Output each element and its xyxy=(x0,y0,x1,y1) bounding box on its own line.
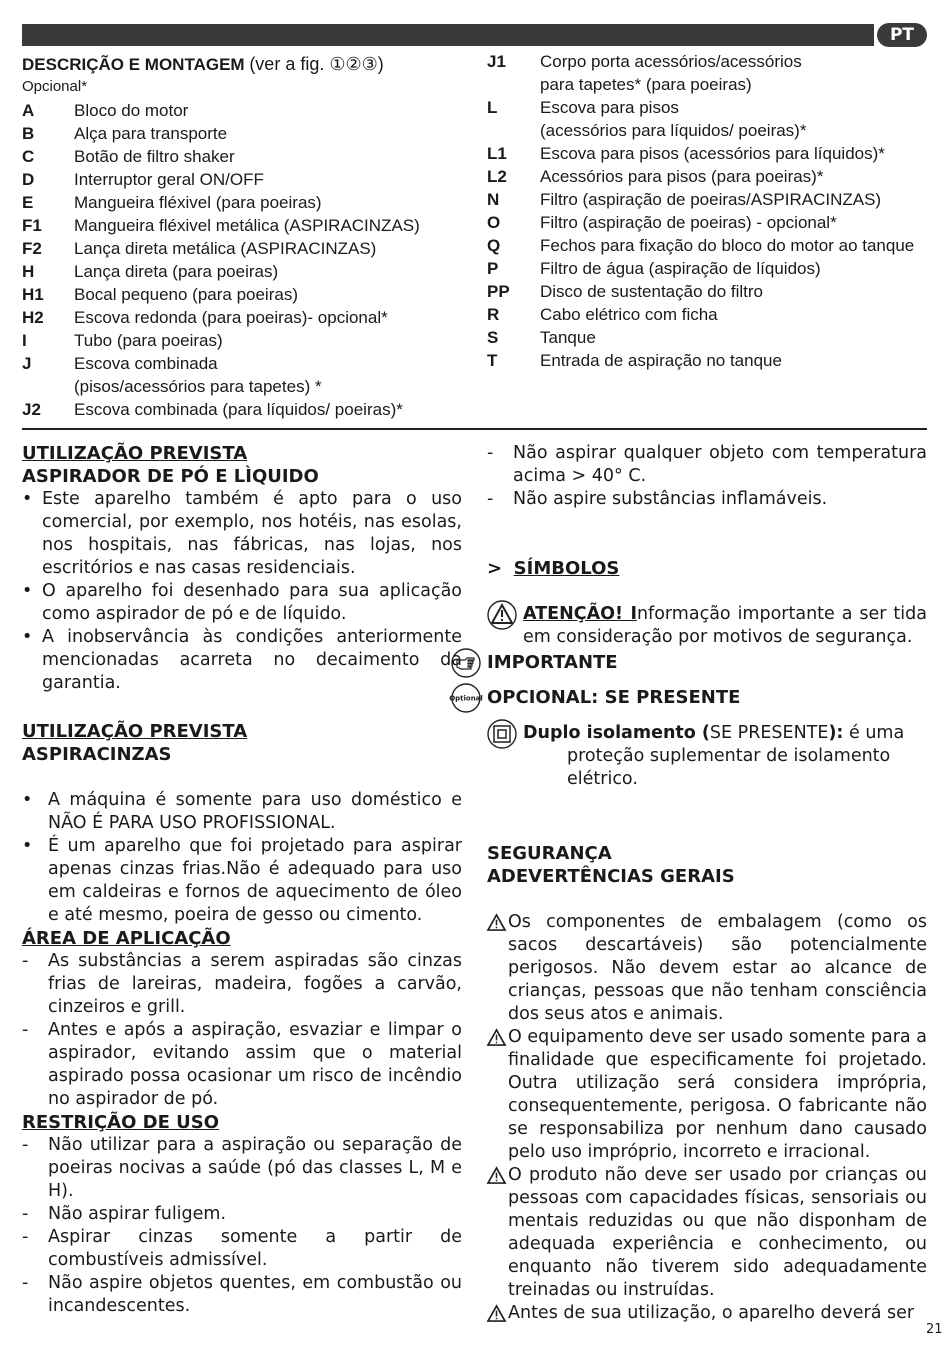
part-description: Entrada de aspiração no tanque xyxy=(540,351,782,370)
part-description: (acessórios para líquidos/ poeiras)* xyxy=(540,121,807,140)
part-code: L2 xyxy=(487,167,507,186)
part-description: Escova para pisos xyxy=(540,98,679,117)
part-code: C xyxy=(22,147,35,166)
list-item: - Não utilizar para a aspiração ou separação de poeiras nocivas a saúde (pó das classes L, M e H). xyxy=(22,1135,462,1201)
section-use-restriction xyxy=(22,1111,462,1318)
heading-intended-use-2: UTILIZAÇÃO PREVISTA xyxy=(22,721,248,742)
part-description: Escova combinada xyxy=(74,354,218,373)
part-code: A xyxy=(22,101,35,120)
part-code: F2 xyxy=(22,239,42,258)
part-description: Lança direta metálica (ASPIRACINZAS) xyxy=(74,239,377,258)
part-description: Escova para pisos (acessórios para líquidos)* xyxy=(540,144,885,163)
symbol-attention xyxy=(487,603,927,649)
parts-title xyxy=(22,54,384,75)
warning-item: O equipamento deve ser usado somente para a finalidade que especificamente foi projetado. Outra utilização será considera imprópria, consequentemente, perigosa. O fabricante não se responsabiliza por nenhum dano causado pelo uso impróprio, incorreto e irracional. xyxy=(487,1026,927,1164)
part-description: Lança direta (para poeiras) xyxy=(74,262,279,281)
part-code: H2 xyxy=(22,308,44,327)
restriction-continued xyxy=(487,442,927,511)
list-item: - Não aspirar fuligem. xyxy=(22,1204,227,1224)
attention-text: nformação importante a ser tida em consideração por motivos de segurança. xyxy=(523,604,927,647)
part-description: Bloco do motor xyxy=(74,101,189,120)
part-description: Fechos para fixação do bloco do motor ao tanque xyxy=(540,236,915,255)
attention-label: ATENÇÃO! I xyxy=(523,604,637,624)
parts-title-text: DESCRIÇÃO E MONTAGEM xyxy=(22,55,245,74)
part-code: S xyxy=(487,328,499,347)
list-item: - Não aspire objetos quentes, em combustão ou incandescentes. xyxy=(22,1273,462,1316)
section-intended-use-ash xyxy=(22,720,462,766)
part-description: Cabo elétrico com ficha xyxy=(540,305,718,324)
part-description: Disco de sustentação do filtro xyxy=(540,282,764,301)
part-description: Alça para transporte xyxy=(74,124,228,143)
optional-icon xyxy=(451,683,481,713)
part-description: Acessórios para pisos (para poeiras)* xyxy=(540,167,824,186)
warning-icon xyxy=(487,1305,506,1322)
heading-general-warnings: ADEVERTÊNCIAS GERAIS xyxy=(487,866,735,887)
page-number: 21 xyxy=(926,1322,943,1337)
part-description: Tubo (para poeiras) xyxy=(74,331,223,350)
symbols-heading xyxy=(487,557,927,581)
optional-icon-text: Optional xyxy=(449,694,483,703)
part-description: Bocal pequeno (para poeiras) xyxy=(74,285,298,304)
part-code: T xyxy=(487,351,498,370)
part-code: H1 xyxy=(22,285,44,304)
part-code: J2 xyxy=(22,400,41,419)
part-code: E xyxy=(22,193,34,212)
heading-ash-vacuum: ASPIRACINZAS xyxy=(22,744,172,765)
part-description: para tapetes* (para poeiras) xyxy=(540,75,752,94)
list-item: - Não aspirar qualquer objeto com temperatura acima > 40° C. xyxy=(487,443,927,486)
part-code: L1 xyxy=(487,144,507,163)
part-description: (pisos/acessórios para tapetes) * xyxy=(74,377,322,396)
list-item: • É um aparelho que foi projetado para aspirar apenas cinzas frias.Não é adequado para uso em caldeiras e fornos de aquecimento de óleo e até mesmo, poeira de gesso ou cimento. xyxy=(22,836,462,925)
ash-items xyxy=(22,789,462,927)
warning-item: Os componentes de embalagem (como os sacos descartáveis) são potencialmente perigosos. Não devem estar ao alcance de crianças, pessoas que não tenham consciência dos seus atos e animais. xyxy=(487,911,927,1026)
list-item: - As substâncias a serem aspiradas são cinzas frias de lareiras, madeira, fogões a carvão, cinzeiros e grill. xyxy=(22,951,462,1017)
heading-application-area: ÁREA DE APLICAÇÃO xyxy=(22,928,231,949)
part-code: F1 xyxy=(22,216,42,235)
part-description: Interruptor geral ON/OFF xyxy=(74,170,264,189)
part-description: Filtro (aspiração de poeiras/ASPIRACINZAS) xyxy=(540,190,882,209)
double-insulation-condition: SE PRESENTE xyxy=(709,723,829,743)
part-code: PP xyxy=(487,282,510,301)
warning-item: Antes de sua utilização, o aparelho deverá ser xyxy=(487,1302,927,1325)
list-item: • A máquina é somente para uso doméstico e NÃO É PARA USO PROFISSIONAL. xyxy=(22,790,462,833)
heading-vacuum-dust-liquid: ASPIRADOR DE PÓ E LÌQUIDO xyxy=(22,466,319,487)
part-description: Filtro de água (aspiração de líquidos) xyxy=(540,259,821,278)
heading-intended-use-1: UTILIZAÇÃO PREVISTA xyxy=(22,443,248,464)
header-bar xyxy=(22,24,874,46)
warning-icon xyxy=(487,600,517,630)
section-intended-use-vacuum xyxy=(22,442,462,695)
important-label: IMPORTANTE xyxy=(487,652,618,673)
part-code: O xyxy=(487,213,501,232)
part-code: J xyxy=(22,354,32,373)
section-safety xyxy=(487,842,927,888)
part-code: R xyxy=(487,305,500,324)
list-item: - Antes e após a aspiração, esvaziar e limpar o aspirador, evitando assim que o material aspirado possa ocasionar um risco de incêndio no aspirador de pó. xyxy=(22,1020,462,1109)
double-insulation-label: Duplo isolamento ( xyxy=(523,723,710,743)
fig-reference: (ver a fig. ①②③) xyxy=(249,54,384,74)
list-item: - Não aspire substâncias inflamáveis. xyxy=(487,489,828,509)
heading-symbols: SÍMBOLOS xyxy=(513,558,620,579)
warning-icon xyxy=(487,1167,506,1184)
symbol-double-insulation xyxy=(487,722,927,791)
section-divider xyxy=(22,428,927,430)
language-badge: PT xyxy=(877,23,927,47)
list-item: • A inobservância às condições anteriormente mencionadas acarreta no decaimento da garantia. xyxy=(22,627,462,693)
warning-item: O produto não deve ser usado por crianças ou pessoas com capacidades físicas, sensoriais ou mentais reduzidas ou que não disponham de adequada experiência e conhecimento, ou enquanto não tiverem sido adequadamente treinadas ou instruídas. xyxy=(487,1164,927,1302)
part-description: Tanque xyxy=(540,328,596,347)
section-application-area xyxy=(22,927,462,1111)
part-code: I xyxy=(22,331,27,350)
heading-use-restriction: RESTRIÇÃO DE USO xyxy=(22,1112,220,1133)
double-insulation-text: é uma proteção suplementar de isolamento elétrico. xyxy=(567,723,905,789)
part-code: L xyxy=(487,98,498,117)
part-description: Mangueira fléxivel (para poeiras) xyxy=(74,193,322,212)
symbol-important xyxy=(451,651,927,675)
list-item: - Aspirar cinzas somente a partir de combustíveis admissível. xyxy=(22,1227,462,1270)
part-code: P xyxy=(487,259,499,278)
part-description: Escova redonda (para poeiras)- opcional* xyxy=(74,308,388,327)
warning-icon xyxy=(487,914,506,931)
symbols-arrow: > xyxy=(487,558,503,579)
part-code: Q xyxy=(487,236,501,255)
part-description: Filtro (aspiração de poeiras) - opcional* xyxy=(540,213,837,232)
symbol-optional xyxy=(451,686,927,710)
optional-label: OPCIONAL: SE PRESENTE xyxy=(487,687,741,708)
part-description: Escova combinada (para líquidos/ poeiras)* xyxy=(74,400,403,419)
pointing-hand-icon xyxy=(451,648,481,678)
part-description: Mangueira fléxivel metálica (ASPIRACINZAS) xyxy=(74,216,420,235)
part-code: B xyxy=(22,124,35,143)
optional-note: Opcional* xyxy=(22,78,88,95)
part-code: D xyxy=(22,170,35,189)
part-code: N xyxy=(487,190,500,209)
double-insulation-icon xyxy=(487,719,517,749)
heading-safety: SEGURANÇA xyxy=(487,843,612,864)
warnings-list xyxy=(487,911,927,1325)
double-insulation-colon: ): xyxy=(828,723,844,743)
part-description: Botão de filtro shaker xyxy=(74,147,235,166)
list-item: • O aparelho foi desenhado para sua aplicação como aspirador de pó e de líquido. xyxy=(22,581,462,624)
part-description: Corpo porta acessórios/acessórios xyxy=(540,52,802,71)
part-code: J1 xyxy=(487,52,506,71)
part-code: H xyxy=(22,262,35,281)
list-item: • Este aparelho também é apto para o uso comercial, por exemplo, nos hotéis, nas esolas, nos hospitais, nas fábricas, nas lojas, nos escritórios e nas casas residenciais. xyxy=(22,489,462,578)
warning-icon xyxy=(487,1029,506,1046)
